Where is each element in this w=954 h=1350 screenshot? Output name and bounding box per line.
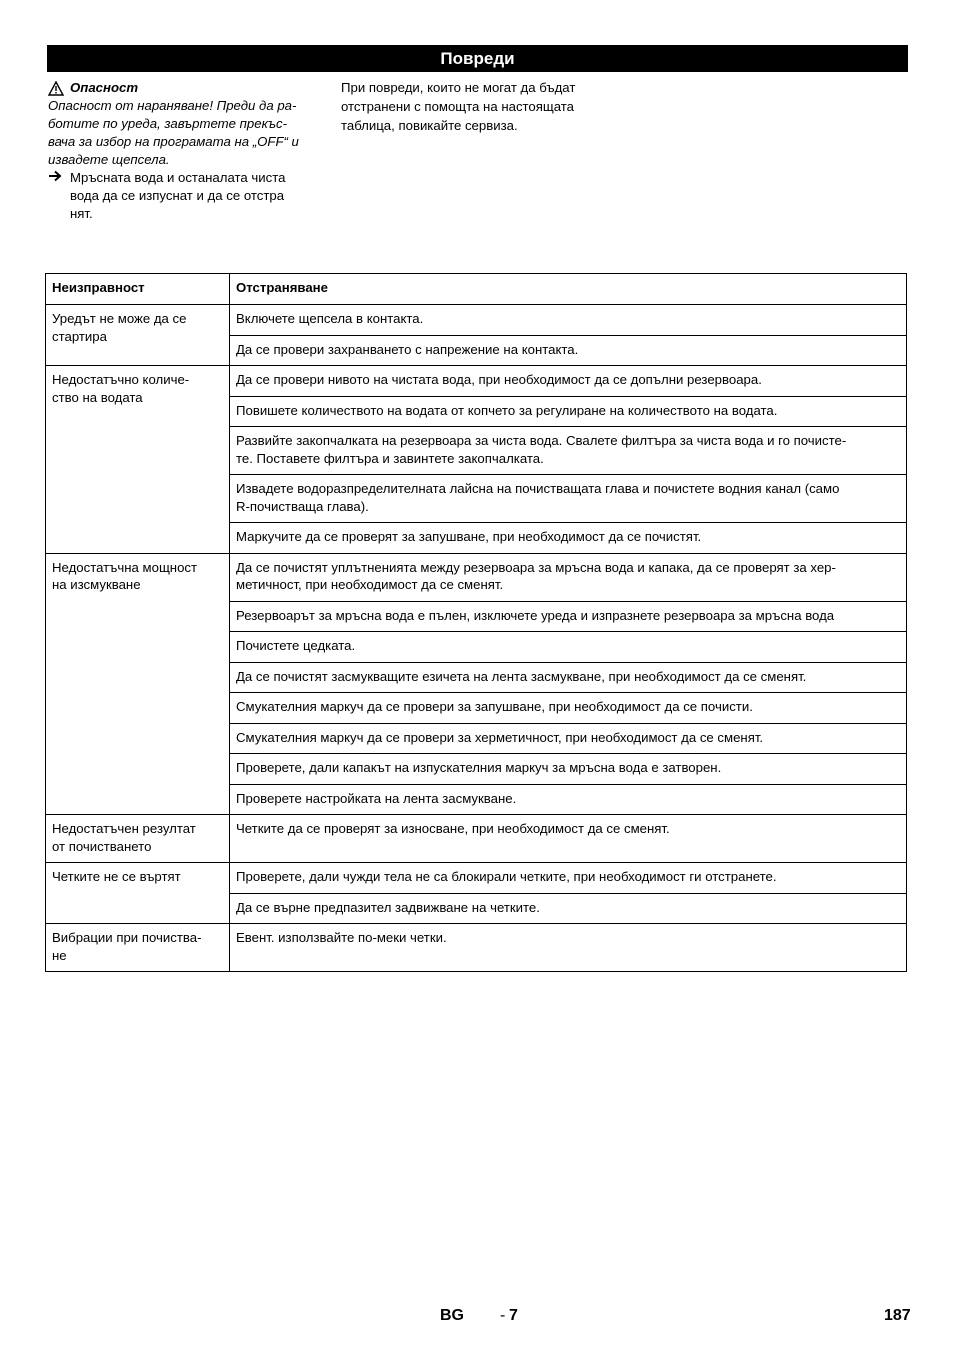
table-row (46, 553, 907, 601)
fault-remedy: Четките да се проверят за износване, при необходимост да се сменят. (230, 815, 907, 863)
danger-heading: Опасност (70, 80, 139, 95)
table-row (46, 863, 907, 894)
fault-remedy: Да се почистят засмукващите езичета на лента засмукване, при необходимост да се сменят. (230, 662, 907, 693)
intro-text: При повреди, които не могат да бъдат отстранени с помощта на настоящата таблица, повикайте сервиза. (341, 80, 576, 133)
table-row (46, 305, 907, 336)
table-row (46, 815, 907, 863)
fault-remedy: Почистете цедката. (230, 632, 907, 663)
fault-cause: Уредът не може да се стартира (46, 305, 230, 366)
fault-remedy: Проверете, дали капакът на изпускателния маркуч за мръсна вода е затворен. (230, 754, 907, 785)
troubleshooting-table (45, 273, 907, 972)
footer-separator: - (500, 1307, 506, 1324)
fault-remedy: Да се провери захранването с напрежение на контакта. (230, 335, 907, 366)
safety-column (48, 79, 328, 223)
instruction-step (48, 169, 328, 223)
fault-remedy: Да се почистят уплътненията между резервоара за мръсна вода и капака, да се проверят за хер- метичност, при необходимост да се сменят. (230, 553, 907, 601)
fault-cause: Недостатъчна мощност на изсмукване (46, 553, 230, 815)
fault-remedy: Включете щепсела в контакта. (230, 305, 907, 336)
fault-remedy: Евент. използвайте по-меки четки. (230, 924, 907, 972)
fault-remedy: Маркучите да се проверят за запушване, при необходимост да се почистят. (230, 523, 907, 554)
table-row (46, 366, 907, 397)
fault-cause: Четките не се въртят (46, 863, 230, 924)
danger-text: Опасност от нараняване! Преди да ра- ботите по уреда, завъртете прекъс- вача за избор на програмата на „OFF“ и извадете щепсела. (48, 98, 299, 167)
fault-remedy: Да се провери нивото на чистата вода, при необходимост да се допълни резервоара. (230, 366, 907, 397)
fault-cause: Недостатъчен резултат от почистването (46, 815, 230, 863)
danger-heading-row (48, 79, 328, 97)
fault-remedy: Проверете настройката на лента засмукване. (230, 784, 907, 815)
table-row (46, 924, 907, 972)
footer-section-page: 7 (509, 1307, 518, 1324)
fault-remedy: Развийте закопчалката на резервоара за чиста вода. Свалете филтъра за чиста вода и го почисте- те. Поставете филтъра и завинтете закопчалката. (230, 427, 907, 475)
fault-remedy: Резервоарът за мръсна вода е пълен, изключете уреда и изпразнете резервоара за мръсна вода (230, 601, 907, 632)
arrow-right-icon (48, 169, 64, 223)
header-cause: Неизправност (46, 274, 230, 305)
table-header-row (46, 274, 907, 305)
fault-remedy: Да се върне предпазител задвижване на четките. (230, 893, 907, 924)
fault-cause: Вибрации при почиства- не (46, 924, 230, 972)
footer-page-number: 187 (884, 1307, 911, 1324)
fault-cause: Недостатъчно количе- ство на водата (46, 366, 230, 554)
footer-language: BG (440, 1307, 464, 1324)
fault-remedy: Извадете водоразпределителната лайсна на почистващата глава и почистете водния канал (само R-почистваща глава). (230, 475, 907, 523)
fault-remedy: Смукателния маркуч да се провери за херметичност, при необходимост да се сменят. (230, 723, 907, 754)
instruction-step-text: Мръсната вода и останалата чиста вода да се изпуснат и да се отстра нят. (70, 170, 286, 221)
fault-remedy: Проверете, дали чужди тела не са блокирали четките, при необходимост ги отстранете. (230, 863, 907, 894)
header-remedy: Отстраняване (230, 274, 907, 305)
warning-triangle-icon (48, 81, 64, 96)
fault-remedy: Повишете количеството на водата от копчето за регулиране на количеството на водата. (230, 396, 907, 427)
section-title: Повреди (47, 45, 908, 72)
fault-remedy: Смукателния маркуч да се провери за запушване, при необходимост да се почисти. (230, 693, 907, 724)
